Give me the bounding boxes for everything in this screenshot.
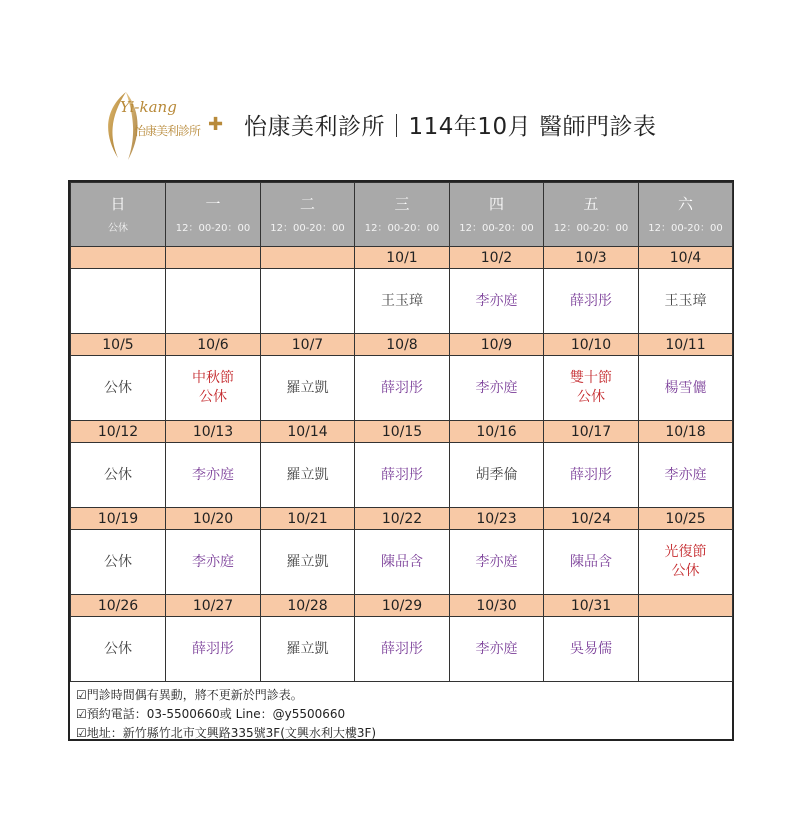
doctor-name: 李亦庭 (192, 466, 234, 483)
doctor-cell (261, 530, 355, 595)
note-line: ☑門診時間偶有異動，將不更新於門診表。 (76, 688, 303, 702)
doctor-row (71, 356, 733, 421)
doctor-cell (639, 443, 733, 508)
date-cell: 10/31 (544, 595, 639, 617)
clinic-hours: 12：00-20：00 (175, 223, 251, 234)
clinic-hours: 公休 (108, 223, 128, 234)
doctor-name: 楊雪儷 (664, 379, 707, 396)
plus-icon: ✚ (208, 114, 224, 135)
date-cell: 10/2 (450, 247, 544, 269)
notes-section (70, 682, 732, 747)
date-cell: 10/25 (639, 508, 733, 530)
weekday-header-cell (261, 183, 355, 247)
weekday-header-cell (166, 183, 261, 247)
doctor-cell (639, 617, 733, 682)
doctor-name: 薛羽彤 (381, 640, 423, 657)
clinic-schedule (68, 180, 734, 741)
doctor-name: 陳品含 (381, 553, 423, 570)
doctor-cell (355, 617, 450, 682)
doctor-cell (166, 269, 261, 334)
holiday-text: 公休 (671, 563, 700, 579)
date-cell (261, 247, 355, 269)
date-cell: 10/27 (166, 595, 261, 617)
date-cell: 10/1 (355, 247, 450, 269)
clinic-hours: 12：00-20：00 (364, 223, 440, 234)
doctor-cell (71, 356, 166, 421)
doctor-name: 羅立凱 (286, 553, 329, 570)
date-cell: 10/4 (639, 247, 733, 269)
doctor-name: 公休 (104, 466, 132, 483)
doctor-name: 羅立凱 (286, 379, 329, 396)
date-row (71, 421, 733, 443)
doctor-name: 李亦庭 (475, 553, 518, 570)
doctor-cell (544, 617, 639, 682)
date-cell: 10/26 (71, 595, 166, 617)
weekday-label: 三 (394, 195, 410, 213)
weekday-label: 四 (488, 195, 504, 213)
weekday-header-cell (639, 183, 733, 247)
date-cell: 10/9 (450, 334, 544, 356)
doctor-cell (261, 269, 355, 334)
holiday-text: 公休 (577, 389, 605, 405)
doctor-name: 胡季倫 (475, 466, 518, 483)
doctor-name: 李亦庭 (475, 379, 518, 396)
clinic-hours: 12：00-20：00 (648, 223, 723, 234)
doctor-cell (639, 530, 733, 595)
date-cell: 10/12 (71, 421, 166, 443)
doctor-row (71, 443, 733, 508)
doctor-row (71, 617, 733, 682)
doctor-cell (261, 356, 355, 421)
doctor-name: 李亦庭 (192, 553, 234, 570)
date-cell: 10/21 (261, 508, 355, 530)
doctor-cell (166, 443, 261, 508)
doctor-row (71, 269, 733, 334)
note-line: ☑預約電話：03-5500660或 Line：@y5500660 (76, 707, 346, 721)
doctor-cell (450, 443, 544, 508)
doctor-name: 吳易儒 (570, 640, 612, 657)
doctor-cell (71, 269, 166, 334)
date-cell: 10/8 (355, 334, 450, 356)
doctor-name: 薛羽彤 (381, 466, 423, 483)
doctor-row (71, 530, 733, 595)
doctor-cell (166, 617, 261, 682)
doctor-cell (355, 443, 450, 508)
date-cell (166, 247, 261, 269)
weekday-label: 日 (110, 195, 126, 213)
doctor-name: 公休 (104, 640, 132, 657)
date-cell: 10/20 (166, 508, 261, 530)
doctor-name: 王玉璋 (381, 292, 423, 309)
date-row (71, 334, 733, 356)
date-cell: 10/29 (355, 595, 450, 617)
date-cell: 10/22 (355, 508, 450, 530)
date-cell: 10/30 (450, 595, 544, 617)
doctor-cell (166, 356, 261, 421)
date-cell: 10/14 (261, 421, 355, 443)
weekday-label: 二 (299, 195, 315, 213)
clinic-hours: 12：00-20：00 (270, 223, 345, 234)
doctor-cell (355, 356, 450, 421)
doctor-name: 李亦庭 (475, 292, 518, 309)
weekday-label: 五 (583, 195, 599, 213)
doctor-cell (71, 617, 166, 682)
doctor-cell (639, 269, 733, 334)
doctor-name: 羅立凱 (286, 640, 329, 657)
doctor-cell (544, 443, 639, 508)
schedule-table (70, 182, 733, 682)
doctor-cell (544, 356, 639, 421)
doctor-name: 公休 (104, 553, 132, 570)
doctor-name: 陳品含 (570, 553, 612, 570)
doctor-name: 李亦庭 (664, 466, 707, 483)
date-cell (71, 247, 166, 269)
doctor-cell (166, 530, 261, 595)
date-cell: 10/13 (166, 421, 261, 443)
weekday-header-row (71, 183, 733, 247)
date-row (71, 595, 733, 617)
doctor-cell (450, 530, 544, 595)
weekday-header-cell (355, 183, 450, 247)
doctor-name: 薛羽彤 (192, 640, 234, 657)
date-cell: 10/5 (71, 334, 166, 356)
weekday-label: 一 (205, 195, 221, 213)
date-cell (639, 595, 733, 617)
date-row (71, 247, 733, 269)
doctor-cell (261, 617, 355, 682)
date-cell: 10/6 (166, 334, 261, 356)
page-title: 怡康美利診所｜114年10月 醫師門診表 (244, 114, 657, 140)
note-line: ☑地址：新竹縣竹北市文興路335號3F(文興水利大樓3F) (76, 726, 377, 740)
holiday-text: 雙十節 (570, 370, 612, 386)
date-cell: 10/3 (544, 247, 639, 269)
doctor-name: 薛羽彤 (381, 379, 423, 396)
clinic-hours: 12：00-20：00 (459, 223, 534, 234)
date-cell: 10/24 (544, 508, 639, 530)
date-cell: 10/10 (544, 334, 639, 356)
date-cell: 10/7 (261, 334, 355, 356)
doctor-cell (355, 530, 450, 595)
date-cell: 10/16 (450, 421, 544, 443)
doctor-name: 王玉璋 (664, 292, 707, 309)
doctor-cell (355, 269, 450, 334)
holiday-text: 中秋節 (192, 370, 234, 386)
logo-script-text: Yi-kang (120, 98, 177, 116)
date-cell: 10/11 (639, 334, 733, 356)
doctor-cell (261, 443, 355, 508)
holiday-text: 公休 (199, 389, 227, 405)
doctor-cell (71, 530, 166, 595)
clinic-logo (96, 88, 236, 166)
doctor-cell (544, 530, 639, 595)
doctor-name: 李亦庭 (475, 640, 518, 657)
date-cell: 10/15 (355, 421, 450, 443)
date-cell: 10/28 (261, 595, 355, 617)
doctor-cell (450, 269, 544, 334)
date-cell: 10/18 (639, 421, 733, 443)
date-cell: 10/23 (450, 508, 544, 530)
date-cell: 10/19 (71, 508, 166, 530)
date-cell: 10/17 (544, 421, 639, 443)
weekday-header-cell (71, 183, 166, 247)
doctor-name: 薛羽彤 (570, 466, 612, 483)
date-row (71, 508, 733, 530)
doctor-cell (450, 617, 544, 682)
doctor-name: 羅立凱 (286, 466, 329, 483)
doctor-cell (71, 443, 166, 508)
doctor-cell (544, 269, 639, 334)
weekday-label: 六 (677, 195, 693, 213)
doctor-cell (450, 356, 544, 421)
doctor-name: 薛羽彤 (570, 292, 612, 309)
clinic-hours: 12：00-20：00 (553, 223, 629, 234)
logo-chinese-text: 怡康美利診所 (134, 124, 201, 138)
holiday-text: 光復節 (664, 544, 707, 560)
doctor-name: 公休 (104, 379, 132, 396)
weekday-header-cell (450, 183, 544, 247)
page-header (96, 88, 736, 168)
weekday-header-cell (544, 183, 639, 247)
doctor-cell (639, 356, 733, 421)
